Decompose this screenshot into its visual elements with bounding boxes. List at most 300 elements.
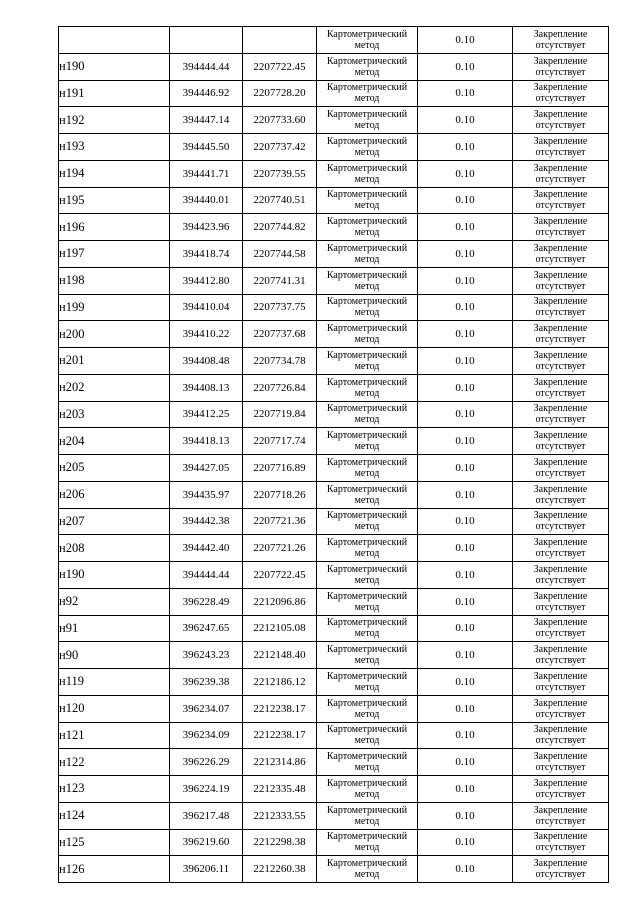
point-id-cell: н208 [59,535,170,562]
method-cell [317,615,418,642]
x-coordinate-cell: 396247.65 [170,615,243,642]
point-id-cell: н197 [59,241,170,268]
method-line-2: метод [354,681,380,693]
method-cell [317,508,418,535]
table-row [59,134,609,161]
accuracy-cell: 0.10 [418,107,513,134]
note-line-1: Закрепление [533,644,588,656]
point-id-cell: н200 [59,321,170,348]
marking-note-cell [513,27,609,54]
y-coordinate-cell: 2212186.12 [243,669,317,696]
note-line-1: Закрепление [533,162,588,174]
method-line-2: метод [354,93,380,105]
marking-note-cell [513,401,609,428]
point-id-cell: н198 [59,267,170,294]
method-line-2: метод [354,414,380,426]
method-line-2: метод [354,120,380,132]
method-line-2: метод [354,307,380,319]
table-row [59,776,609,803]
note-line-1: Закрепление [533,403,588,415]
accuracy-cell: 0.10 [418,27,513,54]
point-id-cell: н190 [59,53,170,80]
marking-note-cell [513,642,609,669]
point-id-cell: н201 [59,348,170,375]
accuracy-cell: 0.10 [418,481,513,508]
table-row [59,535,609,562]
method-line-2: метод [354,788,380,800]
table-row [59,374,609,401]
note-line-1: Закрепление [533,82,588,94]
marking-note-cell [513,776,609,803]
method-line-1: Картометрический [326,109,408,121]
x-coordinate-cell: 396234.07 [170,695,243,722]
x-coordinate-cell: 394445.50 [170,134,243,161]
coordinates-table-body [59,27,609,883]
method-cell [317,428,418,455]
method-line-1: Картометрический [326,28,408,40]
method-line-1: Картометрический [326,135,408,147]
method-line-2: метод [354,762,380,774]
table-row [59,241,609,268]
method-line-2: метод [354,521,380,533]
note-line-2: отсутствует [535,788,586,800]
table-row [59,160,609,187]
marking-note-cell [513,722,609,749]
method-line-1: Картометрический [326,323,408,335]
method-line-1: Картометрический [326,403,408,415]
y-coordinate-cell: 2207744.58 [243,241,317,268]
accuracy-cell: 0.10 [418,374,513,401]
note-line-1: Закрепление [533,109,588,121]
point-id-cell: н125 [59,829,170,856]
marking-note-cell [513,588,609,615]
method-line-1: Картометрический [326,777,408,789]
x-coordinate-cell: 394444.44 [170,53,243,80]
note-line-1: Закрепление [533,296,588,308]
marking-note-cell [513,615,609,642]
method-cell [317,776,418,803]
accuracy-cell: 0.10 [418,80,513,107]
method-cell [317,749,418,776]
method-line-1: Картометрический [326,831,408,843]
accuracy-cell: 0.10 [418,856,513,883]
method-cell [317,294,418,321]
marking-note-cell [513,695,609,722]
table-row [59,722,609,749]
y-coordinate-cell: 2207734.78 [243,348,317,375]
point-id-cell: н203 [59,401,170,428]
note-line-2: отсутствует [535,601,586,613]
x-coordinate-cell: 394446.92 [170,80,243,107]
method-line-1: Картометрический [326,55,408,67]
note-line-2: отсутствует [535,387,586,399]
x-coordinate-cell: 396206.11 [170,856,243,883]
accuracy-cell: 0.10 [418,53,513,80]
x-coordinate-cell: 394435.97 [170,481,243,508]
note-line-1: Закрепление [533,269,588,281]
note-line-2: отсутствует [535,360,586,372]
method-line-1: Картометрический [326,269,408,281]
method-cell [317,374,418,401]
method-line-1: Картометрический [326,189,408,201]
point-id-cell: н191 [59,80,170,107]
marking-note-cell [513,241,609,268]
y-coordinate-cell: 2207721.36 [243,508,317,535]
y-coordinate-cell: 2207726.84 [243,374,317,401]
accuracy-cell: 0.10 [418,401,513,428]
note-line-1: Закрепление [533,590,588,602]
y-coordinate-cell: 2207737.42 [243,134,317,161]
point-id-cell: н122 [59,749,170,776]
method-cell [317,535,418,562]
point-id-cell [59,27,170,54]
y-coordinate-cell: 2207737.75 [243,294,317,321]
x-coordinate-cell: 394410.04 [170,294,243,321]
method-line-1: Картометрический [326,751,408,763]
method-line-2: метод [354,708,380,720]
method-line-2: метод [354,200,380,212]
method-line-1: Картометрический [326,349,408,361]
point-id-cell: н126 [59,856,170,883]
x-coordinate-cell: 394427.05 [170,455,243,482]
note-line-2: отсутствует [535,227,586,239]
method-line-2: метод [354,280,380,292]
point-id-cell: н119 [59,669,170,696]
note-line-2: отсутствует [535,173,586,185]
accuracy-cell: 0.10 [418,562,513,589]
method-cell [317,27,418,54]
method-line-2: метод [354,655,380,667]
method-line-2: метод [354,173,380,185]
x-coordinate-cell: 394423.96 [170,214,243,241]
x-coordinate-cell: 394442.38 [170,508,243,535]
note-line-1: Закрепление [533,617,588,629]
method-line-2: метод [354,334,380,346]
x-coordinate-cell: 394418.74 [170,241,243,268]
accuracy-cell: 0.10 [418,508,513,535]
method-line-1: Картометрический [326,563,408,575]
point-id-cell: н194 [59,160,170,187]
point-id-cell: н207 [59,508,170,535]
table-row [59,348,609,375]
x-coordinate-cell: 394410.22 [170,321,243,348]
marking-note-cell [513,802,609,829]
method-cell [317,455,418,482]
marking-note-cell [513,267,609,294]
x-coordinate-cell: 394444.44 [170,562,243,589]
note-line-2: отсутствует [535,441,586,453]
note-line-2: отсутствует [535,253,586,265]
method-line-2: метод [354,441,380,453]
table-row [59,294,609,321]
accuracy-cell: 0.10 [418,535,513,562]
method-cell [317,722,418,749]
note-line-2: отсутствует [535,548,586,560]
method-line-1: Картометрический [326,644,408,656]
table-row [59,455,609,482]
note-line-2: отсутствует [535,708,586,720]
marking-note-cell [513,374,609,401]
accuracy-cell: 0.10 [418,294,513,321]
method-line-2: метод [354,227,380,239]
x-coordinate-cell: 394408.48 [170,348,243,375]
x-coordinate-cell: 396224.19 [170,776,243,803]
y-coordinate-cell: 2212238.17 [243,722,317,749]
note-line-1: Закрепление [533,751,588,763]
method-line-1: Картометрический [326,216,408,228]
accuracy-cell: 0.10 [418,348,513,375]
method-cell [317,588,418,615]
method-line-2: метод [354,842,380,854]
table-row [59,214,609,241]
accuracy-cell: 0.10 [418,321,513,348]
method-line-2: метод [354,253,380,265]
note-line-1: Закрепление [533,563,588,575]
accuracy-cell: 0.10 [418,669,513,696]
x-coordinate-cell: 394440.01 [170,187,243,214]
x-coordinate-cell [170,27,243,54]
marking-note-cell [513,856,609,883]
y-coordinate-cell: 2207728.20 [243,80,317,107]
table-row [59,588,609,615]
method-cell [317,160,418,187]
note-line-1: Закрепление [533,55,588,67]
marking-note-cell [513,508,609,535]
table-row [59,481,609,508]
accuracy-cell: 0.10 [418,267,513,294]
note-line-1: Закрепление [533,135,588,147]
method-line-1: Картометрический [326,858,408,870]
marking-note-cell [513,160,609,187]
x-coordinate-cell: 396226.29 [170,749,243,776]
x-coordinate-cell: 394412.25 [170,401,243,428]
marking-note-cell [513,348,609,375]
method-line-1: Картометрический [326,376,408,388]
note-line-2: отсутствует [535,200,586,212]
method-line-2: метод [354,548,380,560]
note-line-1: Закрепление [533,216,588,228]
method-cell [317,802,418,829]
table-row [59,267,609,294]
marking-note-cell [513,749,609,776]
y-coordinate-cell: 2207744.82 [243,214,317,241]
accuracy-cell: 0.10 [418,695,513,722]
x-coordinate-cell: 396239.38 [170,669,243,696]
method-line-2: метод [354,494,380,506]
method-cell [317,856,418,883]
table-row [59,802,609,829]
y-coordinate-cell: 2212260.38 [243,856,317,883]
table-row [59,562,609,589]
note-line-1: Закрепление [533,697,588,709]
note-line-1: Закрепление [533,323,588,335]
table-row [59,187,609,214]
accuracy-cell: 0.10 [418,722,513,749]
method-line-2: метод [354,146,380,158]
method-line-1: Картометрический [326,804,408,816]
y-coordinate-cell: 2212298.38 [243,829,317,856]
y-coordinate-cell: 2212148.40 [243,642,317,669]
method-line-2: метод [354,869,380,881]
method-line-1: Картометрический [326,483,408,495]
table-row [59,80,609,107]
table-row [59,669,609,696]
note-line-2: отсутствует [535,39,586,51]
method-cell [317,267,418,294]
point-id-cell: н123 [59,776,170,803]
x-coordinate-cell: 396217.48 [170,802,243,829]
y-coordinate-cell: 2207733.60 [243,107,317,134]
marking-note-cell [513,428,609,455]
marking-note-cell [513,455,609,482]
marking-note-cell [513,481,609,508]
accuracy-cell: 0.10 [418,134,513,161]
accuracy-cell: 0.10 [418,802,513,829]
y-coordinate-cell: 2207716.89 [243,455,317,482]
x-coordinate-cell: 394442.40 [170,535,243,562]
x-coordinate-cell: 394441.71 [170,160,243,187]
method-line-1: Картометрический [326,510,408,522]
note-line-2: отсутствует [535,735,586,747]
method-cell [317,80,418,107]
note-line-1: Закрепление [533,430,588,442]
table-row [59,695,609,722]
accuracy-cell: 0.10 [418,241,513,268]
marking-note-cell [513,669,609,696]
method-line-2: метод [354,66,380,78]
point-id-cell: н204 [59,428,170,455]
table-row [59,829,609,856]
point-id-cell: н90 [59,642,170,669]
method-cell [317,214,418,241]
method-line-1: Картометрический [326,82,408,94]
table-row [59,27,609,54]
point-id-cell: н124 [59,802,170,829]
note-line-2: отсутствует [535,120,586,132]
note-line-1: Закрепление [533,670,588,682]
marking-note-cell [513,134,609,161]
y-coordinate-cell: 2212238.17 [243,695,317,722]
method-line-1: Картометрический [326,430,408,442]
method-cell [317,321,418,348]
note-line-1: Закрепление [533,28,588,40]
accuracy-cell: 0.10 [418,588,513,615]
note-line-2: отсутствует [535,414,586,426]
x-coordinate-cell: 396219.60 [170,829,243,856]
marking-note-cell [513,294,609,321]
y-coordinate-cell: 2212333.55 [243,802,317,829]
method-cell [317,134,418,161]
marking-note-cell [513,187,609,214]
method-line-1: Картометрический [326,724,408,736]
method-cell [317,481,418,508]
table-row [59,428,609,455]
note-line-2: отсутствует [535,628,586,640]
note-line-2: отсутствует [535,93,586,105]
table-row [59,321,609,348]
y-coordinate-cell: 2207722.45 [243,562,317,589]
point-id-cell: н193 [59,134,170,161]
table-row [59,615,609,642]
x-coordinate-cell: 396234.09 [170,722,243,749]
accuracy-cell: 0.10 [418,428,513,455]
point-id-cell: н205 [59,455,170,482]
note-line-1: Закрепление [533,376,588,388]
accuracy-cell: 0.10 [418,776,513,803]
table-row [59,107,609,134]
method-line-2: метод [354,628,380,640]
note-line-1: Закрепление [533,831,588,843]
y-coordinate-cell: 2207740.51 [243,187,317,214]
method-line-1: Картометрический [326,242,408,254]
method-cell [317,562,418,589]
method-cell [317,829,418,856]
method-cell [317,187,418,214]
accuracy-cell: 0.10 [418,187,513,214]
method-cell [317,695,418,722]
accuracy-cell: 0.10 [418,455,513,482]
note-line-2: отсутствует [535,66,586,78]
note-line-2: отсутствует [535,521,586,533]
y-coordinate-cell: 2207719.84 [243,401,317,428]
point-id-cell: н120 [59,695,170,722]
note-line-2: отсутствует [535,681,586,693]
y-coordinate-cell: 2212105.08 [243,615,317,642]
y-coordinate-cell: 2207722.45 [243,53,317,80]
x-coordinate-cell: 394418.13 [170,428,243,455]
accuracy-cell: 0.10 [418,829,513,856]
method-line-1: Картометрический [326,670,408,682]
method-line-2: метод [354,735,380,747]
marking-note-cell [513,321,609,348]
note-line-2: отсутствует [535,467,586,479]
method-line-1: Картометрический [326,537,408,549]
method-line-2: метод [354,815,380,827]
note-line-1: Закрепление [533,777,588,789]
note-line-2: отсутствует [535,307,586,319]
point-id-cell: н206 [59,481,170,508]
point-id-cell: н195 [59,187,170,214]
y-coordinate-cell: 2207737.68 [243,321,317,348]
note-line-1: Закрепление [533,804,588,816]
note-line-1: Закрепление [533,189,588,201]
method-line-2: метод [354,574,380,586]
method-cell [317,642,418,669]
method-cell [317,107,418,134]
method-line-1: Картометрический [326,162,408,174]
method-cell [317,401,418,428]
point-id-cell: н199 [59,294,170,321]
y-coordinate-cell: 2207739.55 [243,160,317,187]
point-id-cell: н121 [59,722,170,749]
accuracy-cell: 0.10 [418,615,513,642]
point-id-cell: н196 [59,214,170,241]
y-coordinate-cell [243,27,317,54]
y-coordinate-cell: 2207717.74 [243,428,317,455]
method-cell [317,348,418,375]
point-id-cell: н202 [59,374,170,401]
marking-note-cell [513,107,609,134]
note-line-1: Закрепление [533,858,588,870]
note-line-1: Закрепление [533,510,588,522]
note-line-2: отсутствует [535,655,586,667]
accuracy-cell: 0.10 [418,642,513,669]
method-cell [317,53,418,80]
x-coordinate-cell: 394447.14 [170,107,243,134]
table-row [59,642,609,669]
marking-note-cell [513,214,609,241]
accuracy-cell: 0.10 [418,214,513,241]
